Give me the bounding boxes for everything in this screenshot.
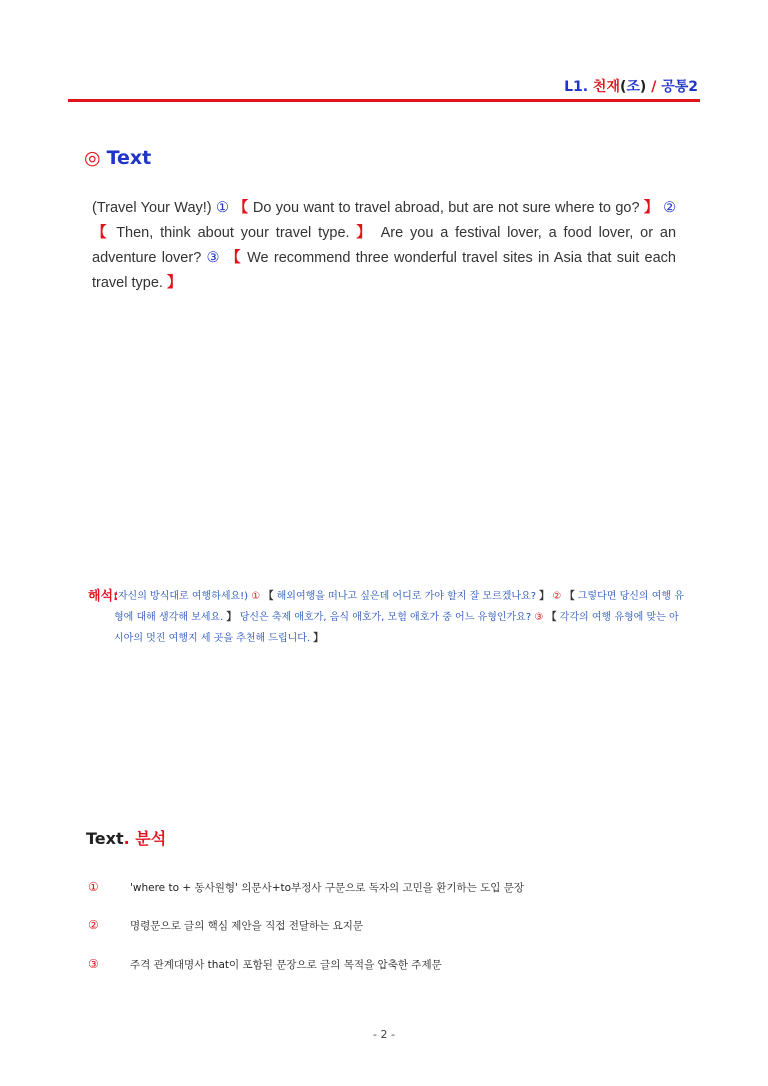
bracket-open: 【 <box>226 250 242 266</box>
section-title-text: Text <box>106 147 152 169</box>
sentence-mid: Are you a festival lover, a food lover, or an adventure lover? <box>92 225 677 266</box>
analysis-dot: . <box>123 829 130 848</box>
translation-prefix: (자신의 방식대로 여행하세요!) <box>114 591 249 602</box>
bracket-close: 】 <box>166 275 182 291</box>
trans-marker-3: ③ <box>534 612 544 623</box>
trans-sentence-1: 해외여행을 떠나고 싶은데 어디로 가야 할지 잘 모르겠나요? <box>276 591 537 602</box>
marker-1: ① <box>215 200 230 216</box>
bracket-close: 】 <box>539 591 550 602</box>
analysis-title-text: Text <box>86 829 124 848</box>
translation-label: 해석: <box>88 589 119 604</box>
author-label: 조 <box>626 79 640 95</box>
analysis-title-ko: 분석 <box>135 829 167 848</box>
analysis-text: 주격 관계대명사 that이 포함된 문장으로 글의 목적을 압축한 주제문 <box>130 959 442 971</box>
sentence-1: Do you want to travel abroad, but are not sure where to go? <box>252 200 640 216</box>
analysis-marker: ③ <box>88 957 99 971</box>
bracket-open: 【 <box>263 591 274 602</box>
bracket-close: 】 <box>226 612 237 623</box>
analysis-item <box>88 880 524 895</box>
trans-sentence-mid: 당신은 축제 애호가, 음식 애호가, 모험 애호가 중 어느 유형인가요? <box>239 612 532 623</box>
bracket-close: 】 <box>356 225 374 241</box>
analysis-item <box>88 918 363 933</box>
analysis-marker: ① <box>88 880 99 894</box>
translation-block <box>88 586 688 649</box>
passage-prefix: (Travel Your Way!) <box>92 200 212 216</box>
sentence-3: We recommend three wonderful travel sites in Asia that suit each travel type. <box>92 250 676 291</box>
bracket-close: 】 <box>643 200 659 216</box>
bracket-close: 】 <box>313 633 324 644</box>
english-passage <box>92 196 676 296</box>
header-slash: / <box>651 79 657 95</box>
header-rule <box>68 99 700 102</box>
marker-2: ② <box>663 200 677 216</box>
page-header <box>564 76 698 96</box>
publisher-label: 천재 <box>592 79 620 95</box>
analysis-item <box>88 957 442 972</box>
analysis-text: 'where to + 동사원형' 의문사+to부정사 구문으로 독자의 고민을 환기하는 도입 문장 <box>130 882 525 894</box>
bracket-open: 【 <box>92 225 110 241</box>
trans-sentence-3: 각각의 여행 유형에 맞는 아시아의 멋진 여행지 세 곳을 추천해 드립니다. <box>114 612 679 644</box>
bracket-open: 【 <box>546 612 557 623</box>
analysis-title <box>86 826 166 849</box>
marker-3: ③ <box>206 250 221 266</box>
section-title <box>84 147 151 169</box>
analysis-marker: ② <box>88 918 99 932</box>
double-circle-icon: ◎ <box>84 147 101 169</box>
sentence-2: Then, think about your travel type. <box>116 225 350 241</box>
analysis-text: 명령문으로 글의 핵심 제안을 직접 전달하는 요지문 <box>130 920 364 932</box>
paren-close: ) <box>639 79 647 95</box>
bracket-open: 【 <box>564 591 575 602</box>
lesson-label: L1. <box>564 79 589 95</box>
trans-marker-1: ① <box>251 591 261 602</box>
page-number: - 2 - <box>373 1028 395 1041</box>
trans-sentence-2: 그렇다면 당신의 여행 유형에 대해 생각해 보세요. <box>114 591 684 623</box>
bracket-open: 【 <box>233 200 249 216</box>
track-label: 공통2 <box>661 79 698 95</box>
translation-text <box>114 586 688 649</box>
paren-open: ( <box>619 79 627 95</box>
trans-marker-2: ② <box>552 591 562 602</box>
